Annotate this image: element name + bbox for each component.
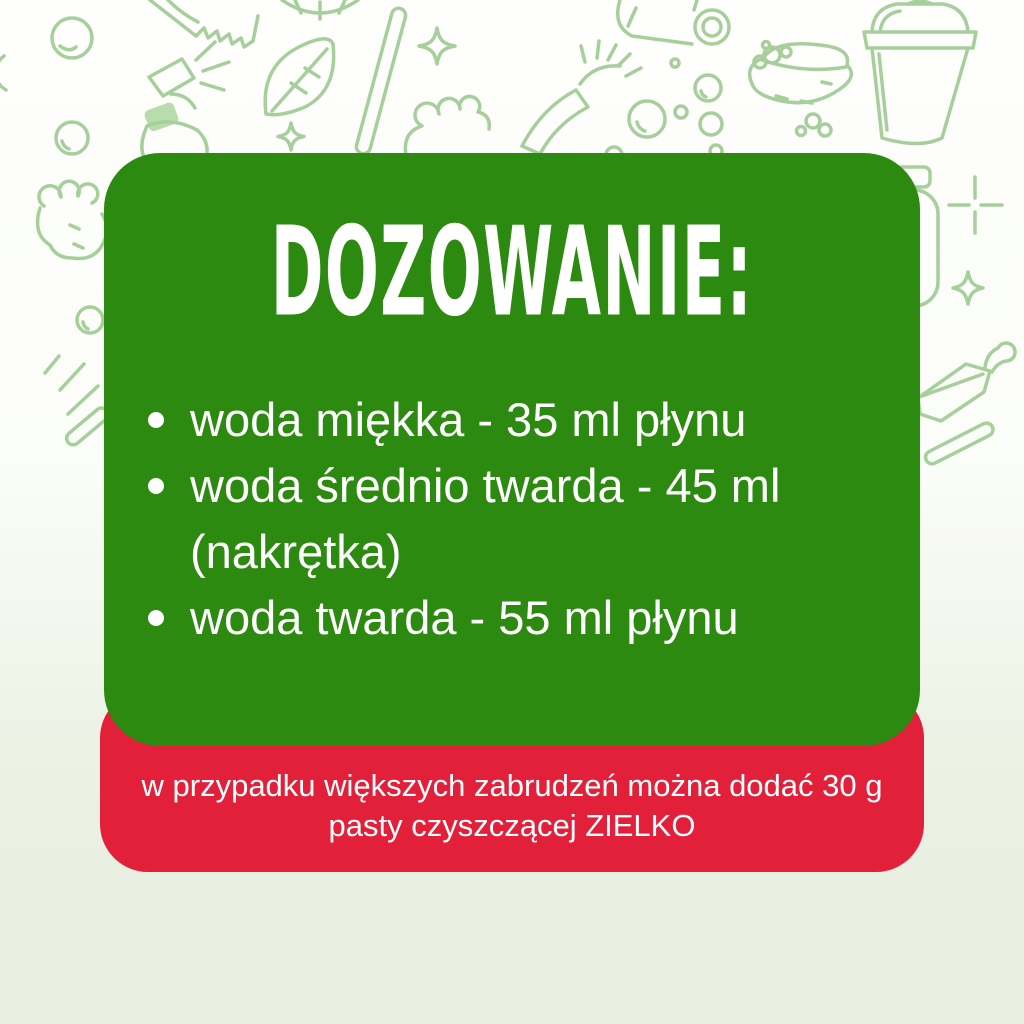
bubble-icon — [0, 18, 92, 90]
bubble-icon — [77, 307, 103, 333]
broom-handle-icon — [355, 7, 407, 156]
bullet-icon — [148, 610, 164, 626]
vacuum-cleaner-icon — [618, 0, 729, 44]
list-item — [148, 387, 920, 453]
sponge-icon — [750, 42, 852, 137]
card-title-wrap — [104, 197, 920, 347]
list-item — [148, 453, 920, 585]
leaf-icon — [265, 39, 333, 115]
sparkle-icon — [278, 28, 455, 150]
dosage-card — [104, 153, 920, 746]
bucket-lid-icon — [282, 0, 358, 19]
list-item — [148, 585, 920, 651]
bullet-text: woda twarda - 55 ml płynu — [190, 591, 739, 644]
bubble-icon — [56, 122, 88, 154]
note-text-line1: w przypadku większych zabrudzeń można dodać 30 g — [141, 768, 883, 803]
plus-sparkle-icon — [949, 177, 1002, 233]
swing-lid-trash-bin-icon — [864, 1, 976, 144]
dosage-list — [148, 387, 920, 651]
note-text-line2: pasty czyszczącej ZIELKO — [328, 808, 696, 843]
soap-bubbles-icon — [606, 59, 722, 163]
foam-swirl-icon — [405, 96, 489, 156]
bullet-icon — [148, 412, 164, 428]
saw-icon — [150, 0, 258, 47]
bullet-text: woda średnio twarda - 45 ml (nakrętka) — [190, 459, 781, 578]
bullet-icon — [148, 478, 164, 494]
scrub-brush-icon — [522, 41, 641, 154]
dustpan-icon — [918, 343, 1015, 466]
shine-lines-icon — [45, 356, 98, 414]
bullet-text: woda miękka - 35 ml płynu — [190, 393, 747, 446]
sparkle-icon — [953, 272, 983, 304]
foam-cloud-icon — [38, 181, 107, 258]
card-title: DOZOWANIE: — [270, 200, 754, 344]
